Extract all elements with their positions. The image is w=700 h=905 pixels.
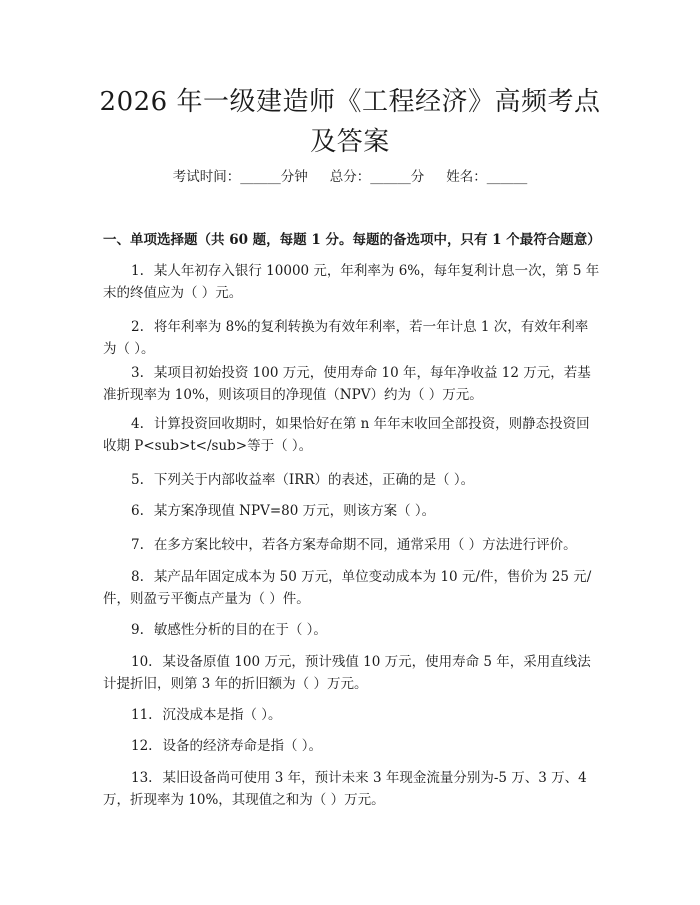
total-score-field: 总分：______分	[329, 169, 425, 185]
question-text: 下列关于内部收益率（IRR）的表述，正确的是（ ）。	[153, 472, 475, 488]
exam-meta	[0, 167, 700, 187]
question-number: 10.	[131, 654, 153, 670]
question-7	[103, 534, 600, 556]
question-9	[103, 619, 600, 641]
question-number: 13.	[131, 770, 153, 786]
question-1	[103, 260, 600, 304]
question-text: 某项目初始投资 100 万元，使用寿命 10 年，每年净收益 12 万元，若基准折现率为 10%，则该项目的净现值（NPV）约为（ ）万元。	[103, 365, 591, 403]
question-number: 5.	[131, 472, 144, 488]
question-3	[103, 362, 600, 406]
question-number: 7.	[131, 537, 144, 553]
question-number: 1.	[131, 263, 144, 279]
question-number: 3.	[131, 365, 144, 381]
question-10	[103, 651, 600, 695]
question-number: 8.	[131, 569, 144, 585]
question-text: 某方案净现值 NPV=80 万元，则该方案（ ）。	[153, 503, 436, 519]
name-field: 姓名：______	[446, 169, 528, 185]
question-number: 9.	[131, 622, 144, 638]
question-number: 6.	[131, 503, 144, 519]
question-number: 4.	[131, 416, 144, 432]
question-13	[103, 767, 600, 811]
section-heading: 一、单项选择题（共 60 题，每题 1 分。每题的备选项中，只有 1 个最符合题意）	[103, 232, 601, 248]
question-text: 敏感性分析的目的在于（ ）。	[153, 622, 327, 638]
question-text: 在多方案比较中，若各方案寿命期不同，通常采用（ ）方法进行评价。	[153, 537, 577, 553]
question-text: 沉没成本是指（ ）。	[162, 707, 282, 723]
question-2	[103, 316, 600, 360]
question-text: 计算投资回收期时，如果恰好在第 n 年年末收回全部投资，则静态投资回收期 P<sub>t</sub>等于（ ）。	[103, 416, 590, 454]
question-text: 某人年初存入银行 10000 元，年利率为 6%，每年复利计息一次，第 5 年末的终值应为（ ）元。	[103, 263, 600, 301]
question-4	[103, 413, 600, 457]
exam-time-field: 考试时间：______分钟	[172, 169, 308, 185]
document-title: 2026 年一级建造师《工程经济》高频考点及答案	[99, 87, 601, 157]
question-text: 某产品年固定成本为 50 万元，单位变动成本为 10 元/件，售价为 25 元/件，则盈亏平衡点产量为（ ）件。	[103, 569, 592, 607]
question-number: 12.	[131, 738, 153, 754]
question-text: 设备的经济寿命是指（ ）。	[162, 738, 323, 754]
question-12	[103, 735, 600, 757]
question-8	[103, 566, 600, 610]
question-6	[103, 500, 600, 522]
question-number: 11.	[131, 707, 153, 723]
question-text: 某旧设备尚可使用 3 年，预计未来 3 年现金流量分别为-5 万、3 万、4 万，折现率为 10%，其现值之和为（ ）万元。	[103, 770, 587, 808]
question-5	[103, 469, 600, 491]
question-text: 将年利率为 8%的复利转换为有效年利率，若一年计息 1 次，有效年利率为（ ）。	[103, 319, 589, 357]
question-text: 某设备原值 100 万元，预计残值 10 万元，使用寿命 5 年，采用直线法计提折旧，则第 3 年的折旧额为（ ）万元。	[103, 654, 591, 692]
question-11	[103, 704, 600, 726]
question-number: 2.	[131, 319, 144, 335]
